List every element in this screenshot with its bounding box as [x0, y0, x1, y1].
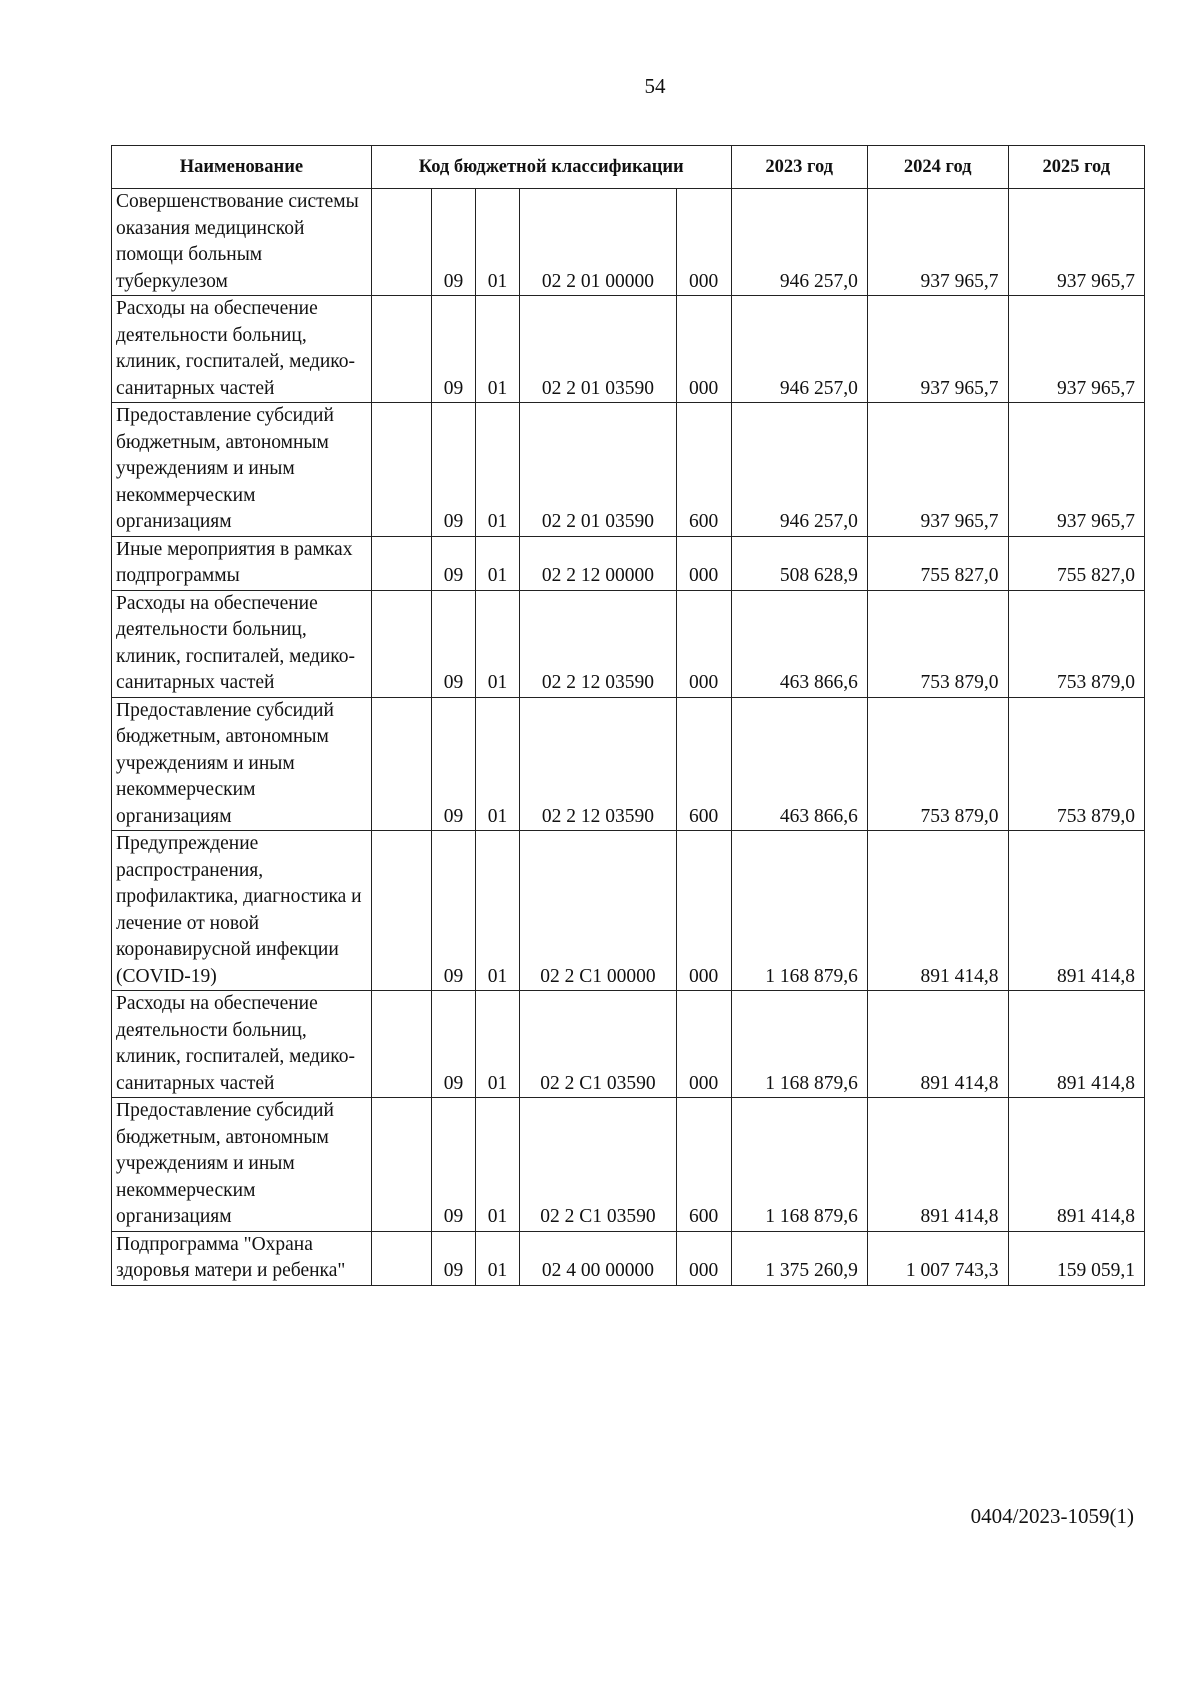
- row-value-2024: 937 965,7: [867, 189, 1008, 296]
- table-row: [112, 1098, 1145, 1232]
- row-section: 09: [431, 403, 475, 537]
- table-row: [112, 590, 1145, 697]
- row-expense-type: 000: [676, 831, 731, 991]
- row-value-2023: 946 257,0: [731, 189, 867, 296]
- row-value-2025: 937 965,7: [1008, 296, 1144, 403]
- row-subsection: 01: [476, 697, 520, 831]
- row-target-article: 02 2 01 00000: [520, 189, 677, 296]
- row-section: 09: [431, 1098, 475, 1232]
- row-value-2024: 891 414,8: [867, 991, 1008, 1098]
- table-row: [112, 189, 1145, 296]
- header-2024: 2024 год: [867, 146, 1008, 189]
- row-value-2025: 937 965,7: [1008, 189, 1144, 296]
- row-section: 09: [431, 1231, 475, 1285]
- row-subsection: 01: [476, 536, 520, 590]
- row-target-article: 02 2 С1 00000: [520, 831, 677, 991]
- header-code: Код бюджетной классификации: [371, 146, 731, 189]
- row-value-2024: 891 414,8: [867, 831, 1008, 991]
- row-value-2025: 753 879,0: [1008, 590, 1144, 697]
- row-value-2023: 508 628,9: [731, 536, 867, 590]
- header-name: Наименование: [112, 146, 372, 189]
- row-blank: [371, 403, 431, 537]
- row-blank: [371, 1098, 431, 1232]
- row-section: 09: [431, 536, 475, 590]
- row-value-2024: 937 965,7: [867, 296, 1008, 403]
- row-section: 09: [431, 831, 475, 991]
- row-expense-type: 600: [676, 403, 731, 537]
- row-blank: [371, 536, 431, 590]
- row-section: 09: [431, 296, 475, 403]
- row-value-2023: 1 168 879,6: [731, 991, 867, 1098]
- row-subsection: 01: [476, 831, 520, 991]
- row-expense-type: 000: [676, 296, 731, 403]
- row-target-article: 02 2 12 03590: [520, 697, 677, 831]
- row-subsection: 01: [476, 403, 520, 537]
- row-value-2023: 946 257,0: [731, 403, 867, 537]
- row-subsection: 01: [476, 296, 520, 403]
- row-name: Предоставление субсидий бюджетным, автономным учреждениям и иным некоммерческим организациям: [112, 1098, 372, 1232]
- row-blank: [371, 697, 431, 831]
- row-target-article: 02 2 12 00000: [520, 536, 677, 590]
- document-code: 0404/2023-1059(1): [970, 1504, 1134, 1528]
- row-value-2023: 463 866,6: [731, 590, 867, 697]
- row-subsection: 01: [476, 189, 520, 296]
- row-value-2025: 753 879,0: [1008, 697, 1144, 831]
- row-section: 09: [431, 697, 475, 831]
- row-blank: [371, 991, 431, 1098]
- table-row: [112, 831, 1145, 991]
- row-value-2023: 463 866,6: [731, 697, 867, 831]
- row-section: 09: [431, 991, 475, 1098]
- row-target-article: 02 2 01 03590: [520, 403, 677, 537]
- row-subsection: 01: [476, 991, 520, 1098]
- table-header-row: [112, 146, 1145, 189]
- table-row: [112, 536, 1145, 590]
- row-value-2025: 755 827,0: [1008, 536, 1144, 590]
- row-expense-type: 000: [676, 536, 731, 590]
- row-expense-type: 000: [676, 590, 731, 697]
- table-row: [112, 403, 1145, 537]
- row-value-2023: 1 168 879,6: [731, 1098, 867, 1232]
- row-target-article: 02 2 С1 03590: [520, 1098, 677, 1232]
- row-name: Предоставление субсидий бюджетным, автономным учреждениям и иным некоммерческим организациям: [112, 697, 372, 831]
- row-section: 09: [431, 189, 475, 296]
- row-value-2023: 1 375 260,9: [731, 1231, 867, 1285]
- row-name: Подпрограмма "Охрана здоровья матери и ребенка": [112, 1231, 372, 1285]
- row-value-2025: 159 059,1: [1008, 1231, 1144, 1285]
- header-2023: 2023 год: [731, 146, 867, 189]
- page-number: 54: [644, 74, 666, 98]
- row-blank: [371, 831, 431, 991]
- row-value-2024: 937 965,7: [867, 403, 1008, 537]
- table-row: [112, 1231, 1145, 1285]
- row-section: 09: [431, 590, 475, 697]
- row-value-2025: 891 414,8: [1008, 991, 1144, 1098]
- row-expense-type: 000: [676, 189, 731, 296]
- row-value-2023: 946 257,0: [731, 296, 867, 403]
- row-value-2024: 755 827,0: [867, 536, 1008, 590]
- table-row: [112, 296, 1145, 403]
- row-value-2024: 753 879,0: [867, 590, 1008, 697]
- row-name: Иные мероприятия в рамках подпрограммы: [112, 536, 372, 590]
- row-expense-type: 600: [676, 1098, 731, 1232]
- row-subsection: 01: [476, 1098, 520, 1232]
- row-blank: [371, 296, 431, 403]
- row-expense-type: 600: [676, 697, 731, 831]
- row-blank: [371, 590, 431, 697]
- row-value-2025: 891 414,8: [1008, 831, 1144, 991]
- row-value-2025: 891 414,8: [1008, 1098, 1144, 1232]
- row-value-2025: 937 965,7: [1008, 403, 1144, 537]
- row-value-2024: 753 879,0: [867, 697, 1008, 831]
- row-expense-type: 000: [676, 1231, 731, 1285]
- row-target-article: 02 4 00 00000: [520, 1231, 677, 1285]
- row-name: Расходы на обеспечение деятельности больниц, клиник, госпиталей, медико-санитарных частей: [112, 296, 372, 403]
- row-expense-type: 000: [676, 991, 731, 1098]
- header-2025: 2025 год: [1008, 146, 1144, 189]
- row-name: Расходы на обеспечение деятельности больниц, клиник, госпиталей, медико-санитарных частей: [112, 991, 372, 1098]
- row-target-article: 02 2 12 03590: [520, 590, 677, 697]
- row-target-article: 02 2 01 03590: [520, 296, 677, 403]
- row-target-article: 02 2 С1 03590: [520, 991, 677, 1098]
- budget-table: [111, 145, 1145, 1286]
- row-blank: [371, 189, 431, 296]
- row-name: Предоставление субсидий бюджетным, автономным учреждениям и иным некоммерческим организациям: [112, 403, 372, 537]
- row-value-2023: 1 168 879,6: [731, 831, 867, 991]
- row-name: Совершенствование системы оказания медицинской помощи больным туберкулезом: [112, 189, 372, 296]
- row-blank: [371, 1231, 431, 1285]
- row-value-2024: 1 007 743,3: [867, 1231, 1008, 1285]
- table-row: [112, 697, 1145, 831]
- row-name: Расходы на обеспечение деятельности больниц, клиник, госпиталей, медико-санитарных частей: [112, 590, 372, 697]
- row-value-2024: 891 414,8: [867, 1098, 1008, 1232]
- table-row: [112, 991, 1145, 1098]
- row-subsection: 01: [476, 590, 520, 697]
- row-name: Предупреждение распространения, профилактика, диагностика и лечение от новой коронавирусной инфекции (COVID-19): [112, 831, 372, 991]
- row-subsection: 01: [476, 1231, 520, 1285]
